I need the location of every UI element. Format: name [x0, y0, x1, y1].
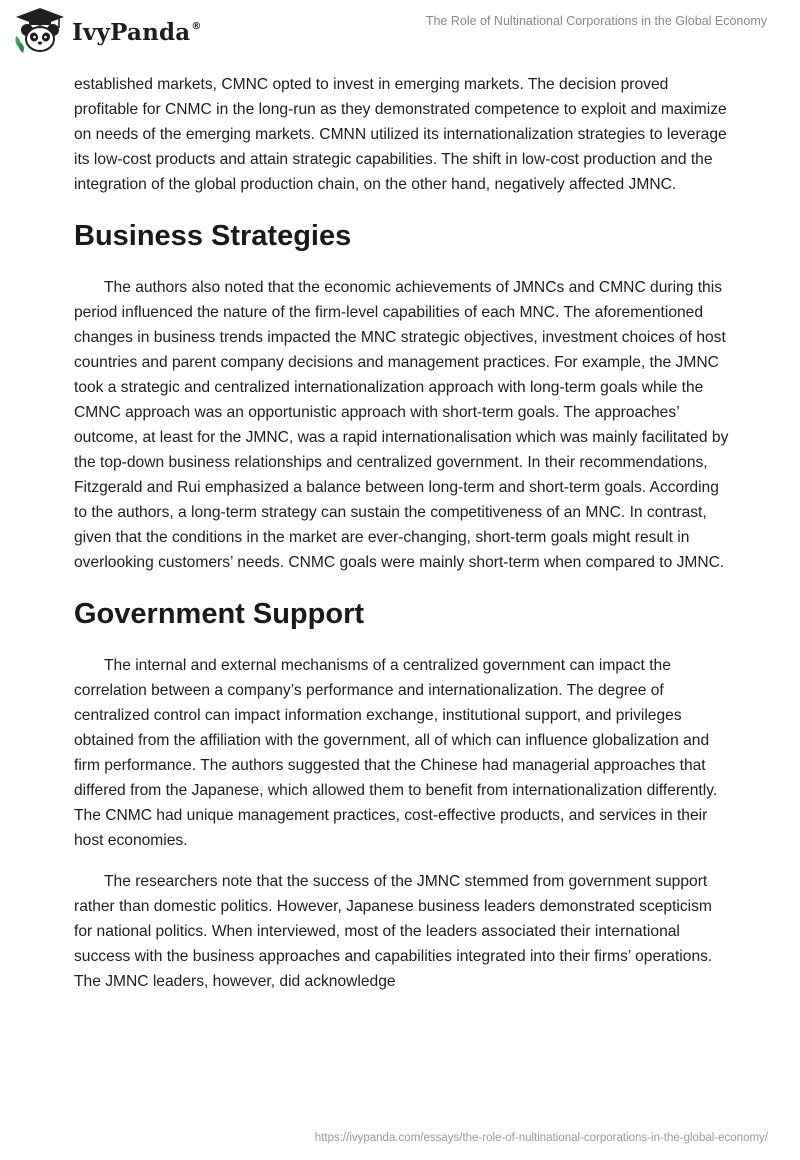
article-body: [74, 72, 734, 1010]
section-heading-government-support: Government Support: [74, 598, 365, 630]
panda-graduate-icon: [12, 6, 68, 56]
article-paragraph: established markets, CMNC opted to invest in emerging markets. The decision proved profitable for CNMC in the long-run as they demonstrated competence to exploit and maximize on needs of the emerging markets. CMNN utilized its internationalization strategies to leverage its low-cost products and attain strategic capabilities. The shift in low-cost production and the integration of the global production chain, on the other hand, negatively affected JMNC.: [74, 76, 727, 193]
article-paragraph: The researchers note that the success of the JMNC stemmed from government support rather than domestic politics. However, Japanese business leaders demonstrated scepticism for national politics. When interviewed, most of the leaders associated their international success with the business approaches and capabilities integrated into their firms’ operations. The JMNC leaders, however, did acknowledge: [74, 873, 713, 990]
section-heading-business-strategies: Business Strategies: [74, 220, 352, 252]
page-header: [0, 0, 800, 64]
brand-name: IvyPanda®: [72, 18, 202, 46]
article-paragraph: The internal and external mechanisms of a centralized government can impact the correlation between a company’s performance and internationalization. The degree of centralized control can impact information exchange, institutional support, and privileges obtained from the affiliation with the government, all of which can influence globalization and firm performance. The authors suggested that the Chinese had managerial approaches that differed from the Japanese, which allowed them to benefit from internationalization differently. The CNMC had unique management practices, cost-effective products, and services in their host economies.: [74, 657, 718, 849]
ivypanda-logo[interactable]: [12, 6, 202, 56]
document-title: The Role of Nultinational Corporations in the Global Economy: [425, 14, 767, 28]
source-url[interactable]: https://ivypanda.com/essays/the-role-of-nultinational-corporations-in-the-global-economy/: [314, 1132, 768, 1144]
article-paragraph: The authors also noted that the economic achievements of JMNCs and CMNC during this period influenced the nature of the firm-level capabilities of each MNC. The aforementioned changes in business trends impacted the MNC strategic objectives, investment choices of host countries and parent company decisions and management practices. For example, the JMNC took a strategic and centralized internationalization approach with long-term goals while the CMNC approach was an opportunistic approach with short-term goals. The approaches’ outcome, at least for the JMNC, was a rapid internationalisation which was mainly facilitated by the top-down business relationships and centralized government. In their recommendations, Fitzgerald and Rui emphasized a balance between long-term and short-term goals. According to the authors, a long-term strategy can sustain the competitiveness of an MNC. In contrast, given that the conditions in the market are ever-changing, short-term goals might result in overlooking customers’ needs. CNMC goals were mainly short-term when compared to JMNC.: [74, 279, 729, 571]
registered-mark: ®: [191, 20, 202, 32]
